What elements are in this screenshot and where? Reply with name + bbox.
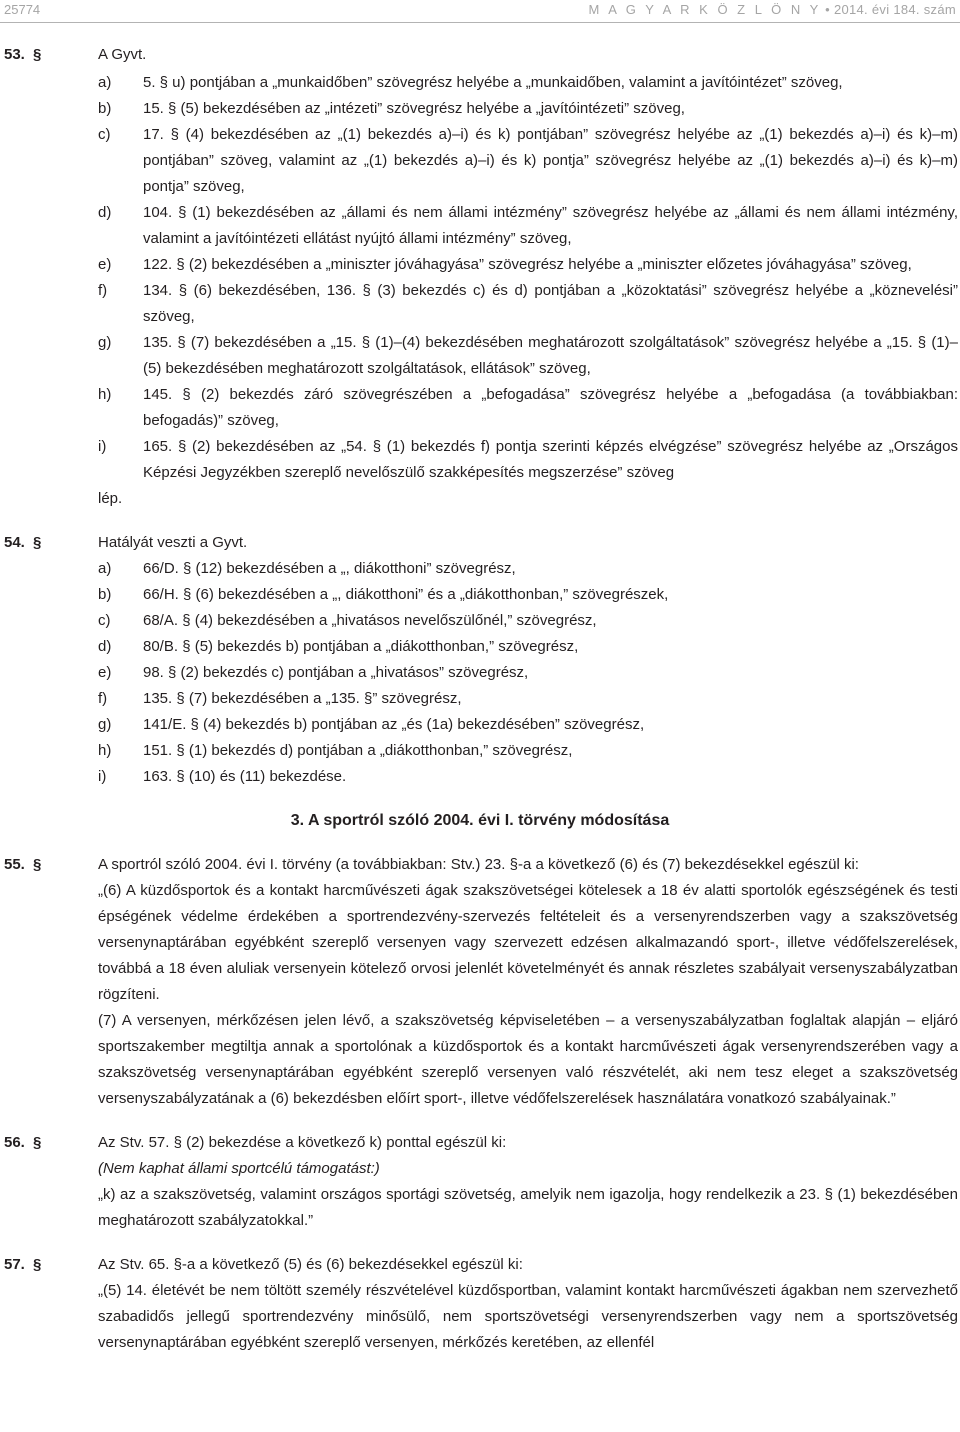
item-letter: e) (98, 664, 112, 681)
section-symbol: § (33, 1256, 42, 1273)
section-number: 57. (4, 1256, 25, 1273)
item-text: 134. § (6) bekezdésében, 136. § (3) bekezdés c) és d) pontjában a „közoktatási” szövegrész helyébe a „köznevelési” szöveg, (143, 282, 958, 325)
item-letter: i) (98, 768, 107, 785)
list-item (98, 122, 958, 200)
list-item (98, 556, 958, 582)
item-text: 135. § (7) bekezdésében a „135. §” szövegrész, (143, 690, 462, 707)
section-55 (0, 852, 960, 1112)
section-symbol: § (33, 856, 42, 873)
item-text: 104. § (1) bekezdésében az „állami és nem állami intézmény” szövegrész helyébe az „állami és nem állami intézmény, valamint a javítóintézeti ellátást nyújtó állami intézmény” szöveg, (143, 204, 958, 247)
item-letter: f) (98, 282, 108, 299)
item-text: 80/B. § (5) bekezdés b) pontjában a „diákotthonban,” szövegrész, (143, 638, 579, 655)
list-item (98, 434, 958, 486)
list-item (98, 712, 958, 738)
item-letter: g) (98, 716, 112, 733)
section-number: 56. (4, 1134, 25, 1151)
list-item (98, 382, 958, 434)
amendment-paragraph: „(5) 14. életévét be nem töltött személy részvételével küzdősportban, valamint kontakt harcművészeti ágakban nem szervezhető szabadidős jellegű sportrendezvény minősülő, nem sportszövetségi versenyrendszerben vagy nem a sportszövetség versenynaptárában egyébként szereplő versenyen, mérkőzés keretében, az ellenfél (98, 1282, 958, 1351)
page-number: 25774 (4, 2, 41, 17)
section-intro: Az Stv. 65. §-a a következő (5) és (6) bekezdésekkel egészül ki: (98, 1256, 523, 1273)
amendment-paragraph: „k) az a szakszövetség, valamint országos sportági szövetség, amelyik nem igazolja, hogy rendelkezik a 23. § (1) bekezdésében meghatározott szabályzatokkal.” (98, 1186, 958, 1229)
section-intro: Az Stv. 57. § (2) bekezdése a következő k) ponttal egészül ki: (98, 1134, 507, 1151)
section-number: 54. (4, 534, 25, 551)
item-text: 68/A. § (4) bekezdésében a „hivatásos nevelőszülőnél,” szövegrész, (143, 612, 597, 629)
item-letter: b) (98, 586, 112, 603)
section-53 (0, 42, 960, 512)
list-item (98, 738, 958, 764)
item-text: 15. § (5) bekezdésében az „intézeti” szövegrész helyébe a „javítóintézeti” szöveg, (143, 100, 685, 117)
item-text: 135. § (7) bekezdésében a „15. § (1)–(4) bekezdésében meghatározott szolgáltatások” szövegrész helyébe a „15. § (1)–(5) bekezdésében meghatározott szolgáltatások, ellátások” szöveg, (143, 334, 958, 377)
item-letter: e) (98, 256, 112, 273)
item-letter: g) (98, 334, 112, 351)
item-text: 151. § (1) bekezdés d) pontjában a „diákotthonban,” szövegrész, (143, 742, 573, 759)
list-item (98, 634, 958, 660)
item-text: 163. § (10) és (11) bekezdése. (143, 768, 347, 785)
list-item (98, 330, 958, 382)
item-text: 66/D. § (12) bekezdésében a „, diákotthoni” szövegrész, (143, 560, 516, 577)
list-item (98, 582, 958, 608)
journal-name: M A G Y A R K Ö Z L Ö N Y (588, 2, 822, 17)
list-item (98, 252, 958, 278)
item-letter: h) (98, 742, 112, 759)
item-letter: a) (98, 560, 112, 577)
journal-title (589, 0, 957, 20)
item-text: 17. § (4) bekezdésében az „(1) bekezdés a)–i) és k) pontjában” szövegrész helyébe az „(1) bekezdés a)–i) és k)–m) pontjában” szöveg, valamint az „(1) bekezdés a)–i) és k) pontja” szövegrész helyébe az „(1) bekezdés a)–i) és k)–m) pontja” szöveg, (143, 126, 958, 195)
section-intro: A Gyvt. (98, 46, 147, 63)
section-symbol: § (33, 1134, 42, 1151)
item-text: 165. § (2) bekezdésében az „54. § (1) bekezdés f) pontja szerinti képzés elvégzése” szövegrész helyébe az „Országos Képzési Jegyzékben szereplő nevelőszülő szakképesítés megszerzése” szöveg (143, 438, 958, 481)
context-note: (Nem kaphat állami sportcélú támogatást:) (98, 1160, 380, 1177)
section-54 (0, 530, 960, 790)
item-text: 145. § (2) bekezdés záró szövegrészében a „befogadása” szövegrész helyébe a „befogadása (a továbbiakban: befogadás)” szöveg, (143, 386, 958, 429)
item-text: 141/E. § (4) bekezdés b) pontjában az „és (1a) bekezdésében” szövegrész, (143, 716, 645, 733)
item-letter: a) (98, 74, 112, 91)
list-item (98, 660, 958, 686)
section-intro: A sportról szóló 2004. évi I. törvény (a továbbiakban: Stv.) 23. §-a a következő (6) és (7) bekezdésekkel egészül ki: (98, 856, 859, 873)
item-text: 122. § (2) bekezdésében a „miniszter jóváhagyása” szövegrész helyébe a „miniszter előzetes jóváhagyása” szöveg, (143, 256, 912, 273)
section-57 (0, 1252, 960, 1356)
item-letter: c) (98, 612, 111, 629)
journal-issue: • 2014. évi 184. szám (821, 2, 956, 17)
page-header (0, 0, 960, 23)
list-item (98, 764, 958, 790)
list-item (98, 70, 958, 96)
item-letter: i) (98, 438, 107, 455)
section-number: 53. (4, 46, 25, 63)
list-item (98, 96, 958, 122)
list-item (98, 200, 958, 252)
list-item (98, 608, 958, 634)
item-letter: d) (98, 638, 112, 655)
item-text: 5. § u) pontjában a „munkaidőben” szövegrész helyébe a „munkaidőben, valamint a javítóintézet” szöveg, (143, 74, 843, 91)
amendment-paragraph: (7) A versenyen, mérkőzésen jelen lévő, a szakszövetség képviseletében – a versenyszabályzatban foglaltak alapján – eljáró sportszakember megtiltja annak a sportolónak a küzdősportok és a kontakt harcművészeti ágak versenyrendszerében vagy a szakszövetség versenynaptárában egyébként szereplő versenyen való részvételét, aki nem tesz eleget a szakszövetség versenyszabályzatának a (6) bekezdésben előírt sport-, illetve védőfelszerelések használatára vonatkozó szabályainak.” (98, 1012, 958, 1107)
chapter-heading: 3. A sportról szóló 2004. évi I. törvény módosítása (290, 812, 670, 829)
item-letter: b) (98, 100, 112, 117)
section-symbol: § (33, 534, 42, 551)
list-item (98, 278, 958, 330)
item-letter: c) (98, 126, 111, 143)
document-body (0, 42, 960, 1356)
item-text: 66/H. § (6) bekezdésében a „, diákotthoni” és a „diákotthonban,” szövegrészek, (143, 586, 669, 603)
section-number: 55. (4, 856, 25, 873)
item-letter: d) (98, 204, 112, 221)
item-letter: f) (98, 690, 108, 707)
list-item (98, 686, 958, 712)
section-intro: Hatályát veszti a Gyvt. (98, 534, 248, 551)
item-letter: h) (98, 386, 112, 403)
section-symbol: § (33, 46, 42, 63)
amendment-paragraph: „(6) A küzdősportok és a kontakt harcművészeti ágak szakszövetségei kötelesek a 18 év alatti sportolók egészségének és testi épségének védelme érdekében a sportrendezvény-szervezés feltételeit és a versenyrendszerben vagy a szakszövetség versenynaptárában egyébként szereplő versenyen vagy szervezett edzésen alkalmazandó sport-, illetve védőfelszerelések, továbbá a 18 éven aluliak versenyein kötelező orvosi jelenlét követelményét és annak részletes szabályait versenyszabályzatban rögzíteni. (98, 882, 958, 1003)
item-text: 98. § (2) bekezdés c) pontjában a „hivatásos” szövegrész, (143, 664, 529, 681)
section-56 (0, 1130, 960, 1234)
section-outro: lép. (98, 490, 123, 507)
